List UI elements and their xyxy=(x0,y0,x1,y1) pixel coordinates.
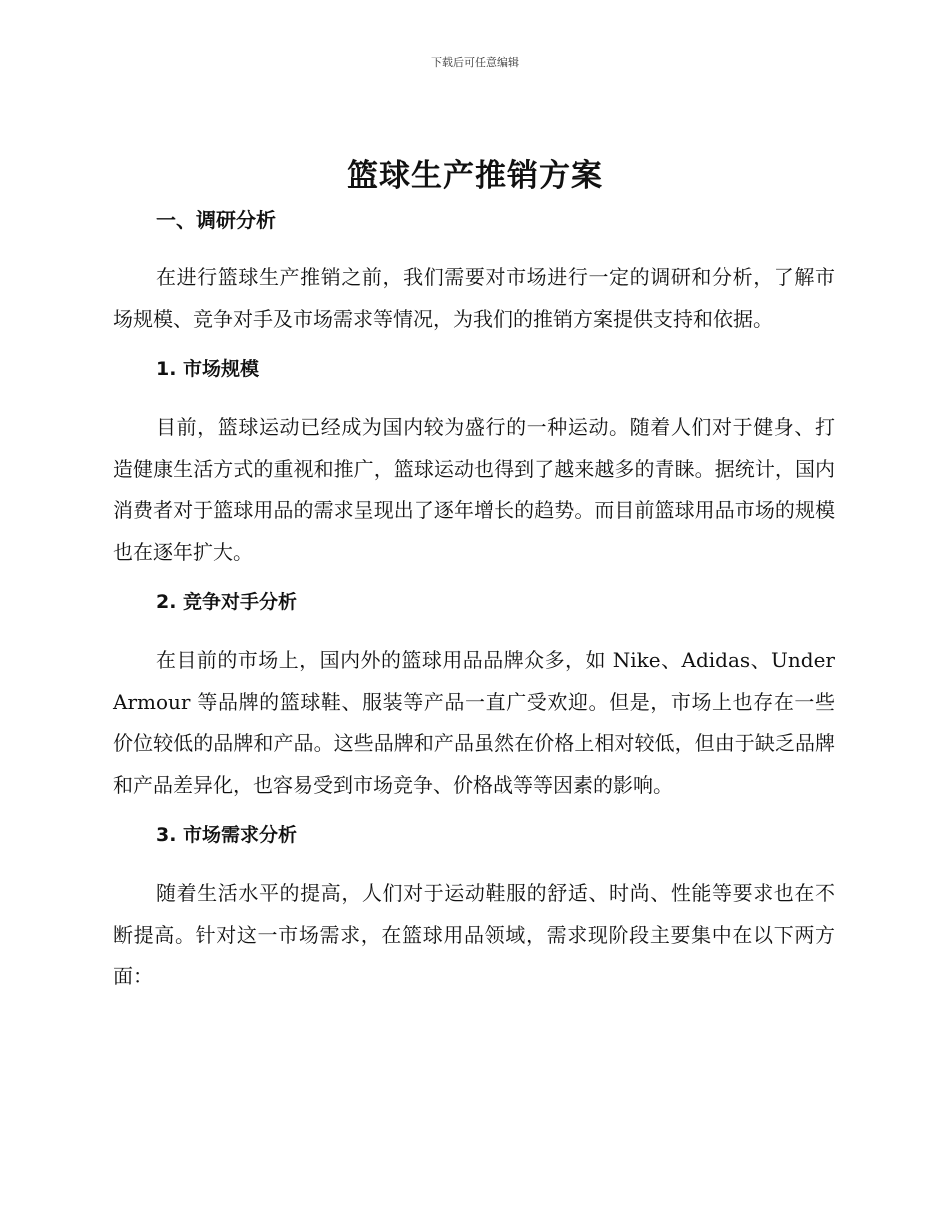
document-body xyxy=(113,204,835,998)
header-note: 下载后可任意编辑 xyxy=(431,56,519,69)
subheading-market-size: 1. 市场规模 xyxy=(156,358,260,380)
paragraph-market-demand: 随着生活水平的提高，人们对于运动鞋服的舒适、时尚、性能等要求也在不断提高。针对这一市场需求，在篮球用品领域，需求现阶段主要集中在以下两方面： xyxy=(113,881,835,988)
paragraph-research-intro: 在进行篮球生产推销之前，我们需要对市场进行一定的调研和分析，了解市场规模、竞争对手及市场需求等情况，为我们的推销方案提供支持和依据。 xyxy=(113,265,835,331)
section-heading-research: 一、调研分析 xyxy=(156,208,276,232)
subheading-competitor-analysis: 2. 竞争对手分析 xyxy=(156,591,298,613)
document-title: 篮球生产推销方案 xyxy=(347,158,603,194)
subheading-market-demand: 3. 市场需求分析 xyxy=(156,824,298,846)
paragraph-market-size: 目前，篮球运动已经成为国内较为盛行的一种运动。随着人们对于健身、打造健康生活方式的重视和推广，篮球运动也得到了越来越多的青睐。据统计，国内消费者对于篮球用品的需求呈现出了逐年增长的趋势。而目前篮球用品市场的规模也在逐年扩大。 xyxy=(113,415,835,564)
paragraph-competitor-analysis: 在目前的市场上，国内外的篮球用品品牌众多，如 Nike、Adidas、Under Armour 等品牌的篮球鞋、服装等产品一直广受欢迎。但是，市场上也存在一些价位较低的品牌和产品。这些品牌和产品虽然在价格上相对较低，但由于缺乏品牌和产品差异化，也容易受到市场竞争、价格战等等因素的影响。 xyxy=(113,648,835,797)
